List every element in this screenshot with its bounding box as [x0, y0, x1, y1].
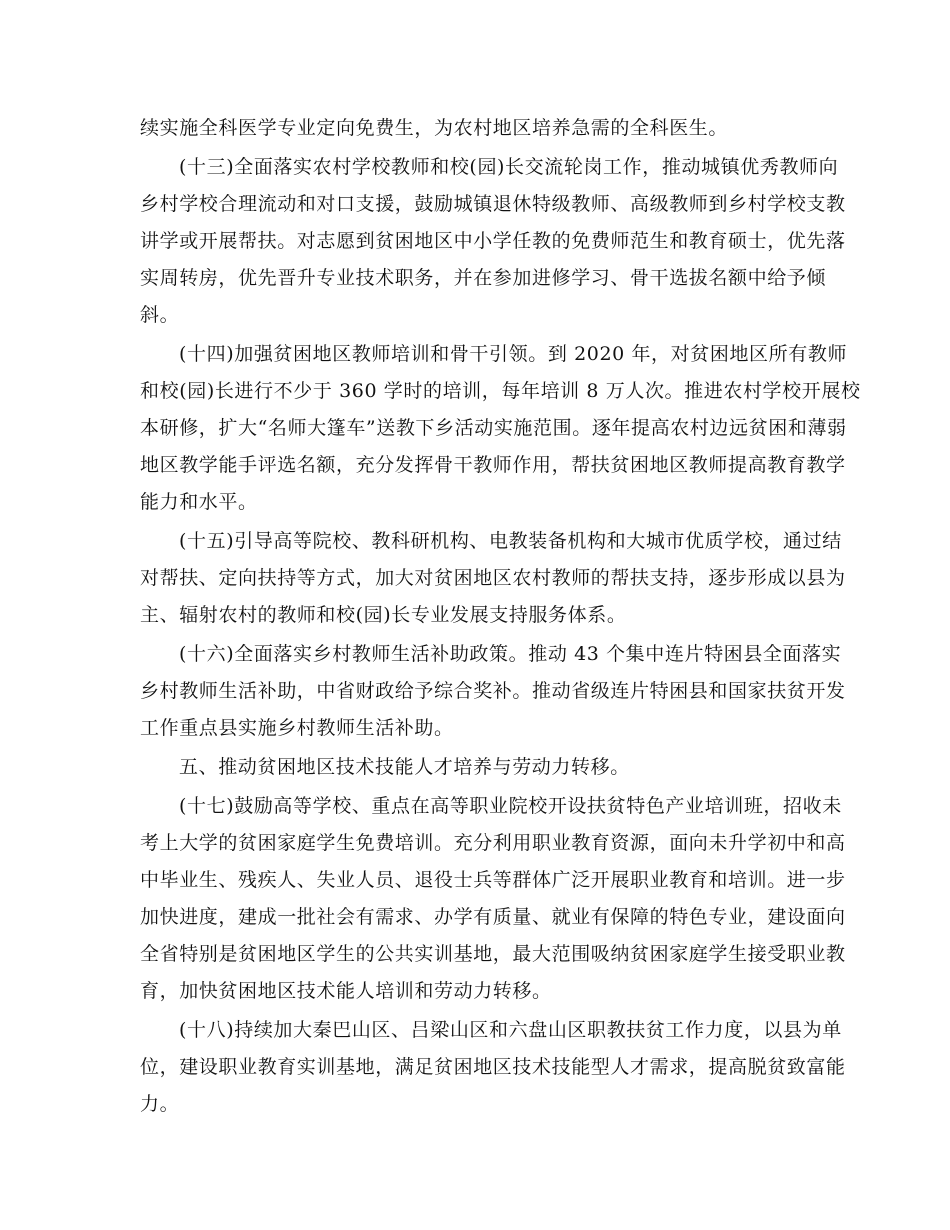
text-line: (十三)全面落实农村学校教师和校(园)长交流轮岗工作，推动城镇优秀教师向	[179, 156, 839, 178]
text-line: 能力和水平。	[140, 491, 258, 513]
text-line: 续实施全科医学专业定向免费生，为农村地区培养急需的全科医生。	[140, 117, 729, 139]
text-line: 乡村学校合理流动和对口支援，鼓励城镇退休特级教师、高级教师到乡村学校支教	[140, 193, 846, 215]
text-line: 位，建设职业教育实训基地，满足贫困地区技术技能型人才需求，提高脱贫致富能	[140, 1056, 846, 1078]
text-line: 考上大学的贫困家庭学生免费培训。充分利用职业教育资源，面向未升学初中和高	[140, 832, 846, 854]
text-line: 育，加快贫困地区技术能人培训和劳动力转移。	[140, 980, 552, 1002]
text-line: 全省特别是贫困地区学生的公共实训基地，最大范围吸纳贫困家庭学生接受职业教	[140, 943, 846, 965]
text-line: 对帮扶、定向扶持等方式，加大对贫困地区农村教师的帮扶支持，逐步形成以县为	[140, 567, 846, 589]
text-line: 中毕业生、残疾人、失业人员、退役士兵等群体广泛开展职业教育和培训。进一步	[140, 869, 846, 891]
text-line: 实周转房，优先晋升专业技术职务，并在参加进修学习、骨干选拔名额中给予倾	[140, 267, 827, 289]
text-line: (十五)引导高等院校、教科研机构、电教装备机构和大城市优质学校，通过结	[179, 530, 842, 552]
text-line: (十六)全面落实乡村教师生活补助政策。推动 43 个集中连片特困县全面落实	[179, 643, 842, 665]
text-line: 地区教学能手评选名额，充分发挥骨干教师作用，帮扶贫困地区教师提高教育教学	[140, 454, 846, 476]
text-line: 讲学或开展帮扶。对志愿到贫困地区中小学任教的免费师范生和教育硕士，优先落	[140, 230, 846, 252]
text-line: 加快进度，建成一批社会有需求、办学有质量、就业有保障的特色专业，建设面向	[140, 906, 846, 928]
text-line: 本研修，扩大“名师大篷车”送教下乡活动实施范围。逐年提高农村边远贫困和薄弱	[140, 417, 847, 439]
text-line: 主、辐射农村的教师和校(园)长专业发展支持服务体系。	[140, 604, 627, 626]
text-line: 力。	[140, 1093, 180, 1115]
text-line: 和校(园)长进行不少于 360 学时的培训，每年培训 8 万人次。推进农村学校开展校	[140, 380, 861, 402]
section-heading: 五、推动贫困地区技术技能人才培养与劳动力转移。	[179, 756, 630, 778]
text-line: (十八)持续加大秦巴山区、吕梁山区和六盘山区职教扶贫工作力度，以县为单	[179, 1019, 842, 1041]
text-line: (十四)加强贫困地区教师培训和骨干引领。到 2020 年，对贫困地区所有教师	[179, 343, 848, 365]
text-line: 斜。	[140, 304, 180, 326]
text-line: 乡村教师生活补助，中省财政给予综合奖补。推动省级连片特困县和国家扶贫开发	[140, 680, 846, 702]
text-line: (十七)鼓励高等学校、重点在高等职业院校开设扶贫特色产业培训班，招收未	[179, 795, 842, 817]
text-line: 工作重点县实施乡村教师生活补助。	[140, 717, 454, 739]
